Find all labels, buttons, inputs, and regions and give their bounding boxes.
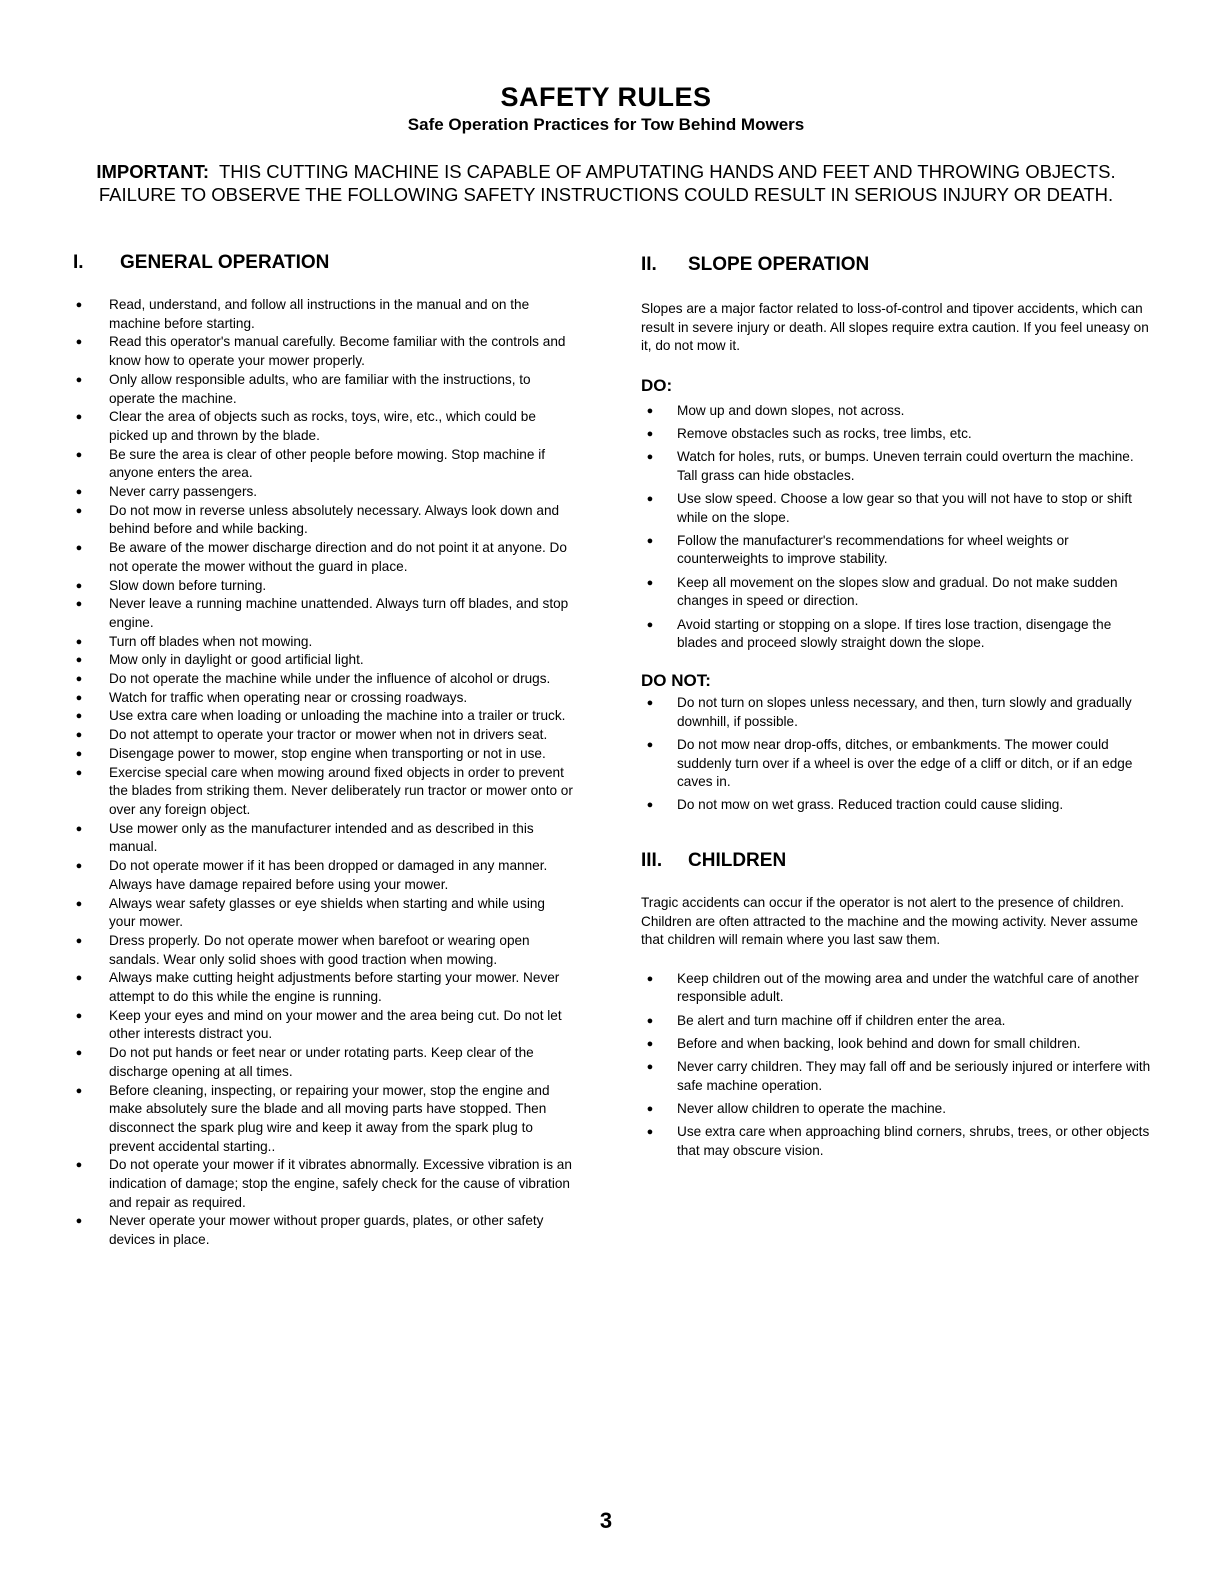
list-item-text: Be alert and turn machine off if children enter the area. [677, 1012, 1006, 1028]
list-item-text: Before cleaning, inspecting, or repairing your mower, stop the engine and make absolutely sure the blade and all moving parts have stopped. Then disconnect the spark plug wire and keep it away from the spark plug to prevent accidental starting.. [109, 1082, 550, 1154]
list-item [73, 764, 573, 820]
list-item [641, 1012, 1151, 1031]
list-item-text: Exercise special care when mowing around fixed objects in order to prevent the blades from striking them. Never deliberately run tractor or mower onto or over any foreign object. [109, 764, 573, 817]
list-item [641, 402, 1151, 421]
list-item [73, 483, 573, 502]
bullet-icon: ● [75, 766, 83, 779]
list-item [73, 502, 573, 539]
list-item [73, 577, 573, 596]
bullet-icon: ● [646, 1060, 654, 1073]
list-item [641, 490, 1151, 527]
list-item-text: Watch for holes, ruts, or bumps. Uneven terrain could overturn the machine. Tall grass can hide obstacles. [677, 448, 1134, 483]
list-item [73, 371, 573, 408]
list-item [641, 970, 1151, 1007]
list-item-text: Mow only in daylight or good artificial light. [109, 652, 364, 668]
list-item [73, 689, 573, 708]
bullet-icon: ● [75, 1047, 83, 1060]
important-warning [80, 160, 1132, 206]
list-item-text: Never carry children. They may fall off and be seriously injured or interfere with safe machine operation. [677, 1058, 1151, 1093]
slope-operation-heading [641, 254, 1151, 280]
page-number: 3 [599, 1508, 613, 1533]
list-item-text: Disengage power to mower, stop engine when transporting or not in use. [109, 745, 546, 761]
list-item [641, 425, 1151, 444]
bullet-icon: ● [75, 673, 83, 686]
bullet-icon: ● [75, 934, 83, 947]
list-item [73, 857, 573, 894]
bullet-icon: ● [75, 710, 83, 723]
bullet-icon: ● [75, 411, 83, 424]
list-item [73, 1044, 573, 1081]
bullet-icon: ● [646, 618, 654, 631]
list-item [641, 1123, 1151, 1160]
bullet-icon: ● [75, 1009, 83, 1022]
list-item-text: Use slow speed. Choose a low gear so that you will not have to stop or shift while on the slope. [677, 490, 1132, 525]
list-item [73, 595, 573, 632]
bullet-icon: ● [75, 822, 83, 835]
list-item [73, 296, 573, 333]
general-operation-section [73, 252, 573, 1250]
section-title: GENERAL OPERATION [120, 252, 330, 273]
do-heading: DO: [641, 375, 673, 395]
bullet-icon: ● [75, 336, 83, 349]
list-item [73, 1156, 573, 1212]
list-item-text: Do not mow in reverse unless absolutely necessary. Always look down and behind before and while backing. [109, 502, 560, 537]
section-number: I. [73, 252, 84, 273]
list-item-text: Keep your eyes and mind on your mower and the area being cut. Do not let other interests distract you. [109, 1007, 562, 1042]
list-item-text: Do not operate your mower if it vibrates abnormally. Excessive vibration is an indication of damage; stop the engine, safely check for the cause of vibration and repair as required. [109, 1157, 572, 1210]
bullet-icon: ● [75, 897, 83, 910]
list-item [73, 969, 573, 1006]
list-item-text: Do not mow near drop-offs, ditches, or embankments. The mower could suddenly turn over if a wheel is over the edge of a cliff or ditch, or if an edge caves in. [677, 736, 1133, 790]
bullet-icon: ● [75, 729, 83, 742]
do-list [641, 402, 1151, 653]
list-item [73, 333, 573, 370]
list-item [641, 1058, 1151, 1095]
list-item [641, 448, 1151, 485]
bullet-icon: ● [75, 635, 83, 648]
section-number: III. [641, 850, 663, 872]
list-item [73, 539, 573, 576]
bullet-icon: ● [75, 747, 83, 760]
bullet-icon: ● [646, 1102, 654, 1115]
bullet-icon: ● [75, 504, 83, 517]
list-item [73, 932, 573, 969]
list-item-text: Read this operator's manual carefully. Become familiar with the controls and know how to operate your mower properly. [109, 334, 566, 369]
list-item [73, 446, 573, 483]
bullet-icon: ● [75, 598, 83, 611]
list-item [641, 1100, 1151, 1119]
list-item-text: Use mower only as the manufacturer intended and as described in this manual. [109, 820, 534, 855]
list-item-text: Before and when backing, look behind and down for small children. [677, 1035, 1081, 1051]
list-item-text: Never carry passengers. [109, 484, 258, 500]
list-item-text: Do not operate mower if it has been dropped or damaged in any manner. Always have damage repaired before using your mower. [109, 858, 548, 892]
bullet-icon: ● [646, 738, 654, 751]
bullet-icon: ● [646, 427, 654, 440]
list-item-text: Always make cutting height adjustments before starting your mower. Never attempt to do this while the engine is running. [109, 970, 560, 1005]
list-item [73, 1212, 573, 1249]
do-not-list [641, 694, 1151, 815]
list-item-text: Mow up and down slopes, not across. [677, 402, 905, 418]
list-item-text: Do not mow on wet grass. Reduced traction could cause sliding. [677, 797, 1064, 813]
slope-intro: Slopes are a major factor related to loss-of-control and tipover accidents, which can result in severe injury or death. All slopes require extra caution. If you feel uneasy on it, do not mow it. [641, 301, 1149, 353]
bullet-icon: ● [646, 1037, 654, 1050]
bullet-icon: ● [646, 799, 654, 812]
list-item [641, 796, 1151, 815]
children-heading [641, 850, 1151, 876]
list-item-text: Do not attempt to operate your tractor or mower when not in drivers seat. [109, 727, 548, 743]
list-item-text: Use extra care when approaching blind corners, shrubs, trees, or other objects that may obscure vision. [677, 1124, 1150, 1158]
list-item-text: Do not operate the machine while under the influence of alcohol or drugs. [109, 671, 551, 687]
bullet-icon: ● [75, 1159, 83, 1172]
list-item-text: Read, understand, and follow all instructions in the manual and on the machine before starting. [109, 297, 530, 331]
list-item [641, 1035, 1151, 1054]
list-item [73, 1007, 573, 1044]
bullet-icon: ● [75, 373, 83, 386]
bullet-icon: ● [646, 534, 654, 547]
section-title: SLOPE OPERATION [688, 254, 870, 275]
bullet-icon: ● [75, 299, 83, 311]
list-item-text: Watch for traffic when operating near or crossing roadways. [109, 689, 468, 705]
list-item-text: Keep children out of the mowing area and under the watchful care of another responsible adult. [677, 970, 1139, 1005]
list-item-text: Use extra care when loading or unloading the machine into a trailer or truck. [109, 708, 566, 724]
bullet-icon: ● [646, 450, 654, 463]
important-label: IMPORTANT: [96, 161, 210, 182]
bullet-icon: ● [75, 1215, 83, 1228]
bullet-icon: ● [75, 448, 83, 461]
list-item-text: Avoid starting or stopping on a slope. If tires lose traction, disengage the blades and proceed slowly straight down the slope. [677, 616, 1112, 651]
bullet-icon: ● [75, 579, 83, 592]
bullet-icon: ● [646, 1014, 654, 1027]
general-operation-list [73, 296, 573, 1250]
list-item-text: Follow the manufacturer's recommendations for wheel weights or counterweights to improve stability. [677, 532, 1069, 567]
section-title: CHILDREN [688, 850, 787, 872]
page-title: SAFETY RULES [500, 82, 712, 112]
bullet-icon: ● [646, 1126, 654, 1139]
list-item-text: Slow down before turning. [109, 577, 267, 593]
do-not-heading: DO NOT: [641, 670, 711, 690]
bullet-icon: ● [646, 404, 654, 417]
bullet-icon: ● [75, 486, 83, 499]
children-list [641, 970, 1151, 1161]
list-item [73, 1082, 573, 1157]
list-item-text: Only allow responsible adults, who are familiar with the instructions, to operate the machine. [109, 371, 531, 406]
bullet-icon: ● [75, 860, 83, 873]
list-item [641, 616, 1151, 653]
list-item-text: Do not turn on slopes unless necessary, and then, turn slowly and gradually downhill, if possible. [677, 694, 1132, 729]
bullet-icon: ● [75, 1084, 83, 1097]
list-item [73, 726, 573, 745]
bullet-icon: ● [646, 972, 654, 985]
list-item [641, 574, 1151, 611]
bullet-icon: ● [646, 492, 654, 505]
list-item-text: Never allow children to operate the machine. [677, 1100, 947, 1116]
page-subtitle: Safe Operation Practices for Tow Behind Mowers [407, 115, 805, 134]
list-item [73, 670, 573, 689]
bullet-icon: ● [75, 691, 83, 704]
important-text: THIS CUTTING MACHINE IS CAPABLE OF AMPUTATING HANDS AND FEET AND THROWING OBJECTS. FAILURE TO OBSERVE THE FOLLOWING SAFETY INSTRUCTIONS COULD RESULT IN SERIOUS INJURY OR DEATH. [98, 161, 1116, 205]
bullet-icon: ● [75, 972, 83, 985]
list-item [641, 736, 1151, 792]
list-item-text: Turn off blades when not mowing. [109, 633, 313, 649]
list-item [641, 694, 1151, 731]
children-intro: Tragic accidents can occur if the operator is not alert to the presence of children. Children are often attracted to the machine and the mowing activity. Never assume that children will remain where you last saw them. [641, 895, 1138, 948]
list-item [73, 820, 573, 857]
list-item [73, 707, 573, 726]
list-item-text: Always wear safety glasses or eye shields when starting and while using your mower. [109, 895, 545, 930]
list-item [73, 651, 573, 670]
list-item-text: Keep all movement on the slopes slow and gradual. Do not make sudden changes in speed or direction. [677, 574, 1118, 609]
list-item [641, 532, 1151, 569]
list-item [73, 745, 573, 764]
list-item [73, 408, 573, 445]
general-operation-heading [73, 252, 573, 278]
list-item-text: Never leave a running machine unattended. Always turn off blades, and stop engine. [109, 596, 569, 630]
list-item-text: Never operate your mower without proper guards, plates, or other safety devices in place. [109, 1213, 544, 1248]
bullet-icon: ● [646, 696, 654, 709]
list-item [73, 895, 573, 932]
bullet-icon: ● [75, 542, 83, 555]
bullet-icon: ● [75, 654, 83, 667]
list-item-text: Dress properly. Do not operate mower when barefoot or wearing open sandals. Wear only solid shoes with good traction when mowing. [109, 932, 530, 967]
list-item-text: Remove obstacles such as rocks, tree limbs, etc. [677, 425, 972, 441]
list-item-text: Clear the area of objects such as rocks, toys, wire, etc., which could be picked up and thrown by the blade. [109, 409, 536, 443]
right-column [641, 254, 1151, 1165]
list-item-text: Be sure the area is clear of other people before mowing. Stop machine if anyone enters the area. [109, 446, 546, 481]
list-item [73, 633, 573, 652]
section-number: II. [641, 254, 657, 275]
list-item-text: Do not put hands or feet near or under rotating parts. Keep clear of the discharge opening at all times. [109, 1045, 534, 1079]
list-item-text: Be aware of the mower discharge direction and do not point it at anyone. Do not operate the mower without the guard in place. [109, 540, 567, 574]
bullet-icon: ● [646, 576, 654, 589]
